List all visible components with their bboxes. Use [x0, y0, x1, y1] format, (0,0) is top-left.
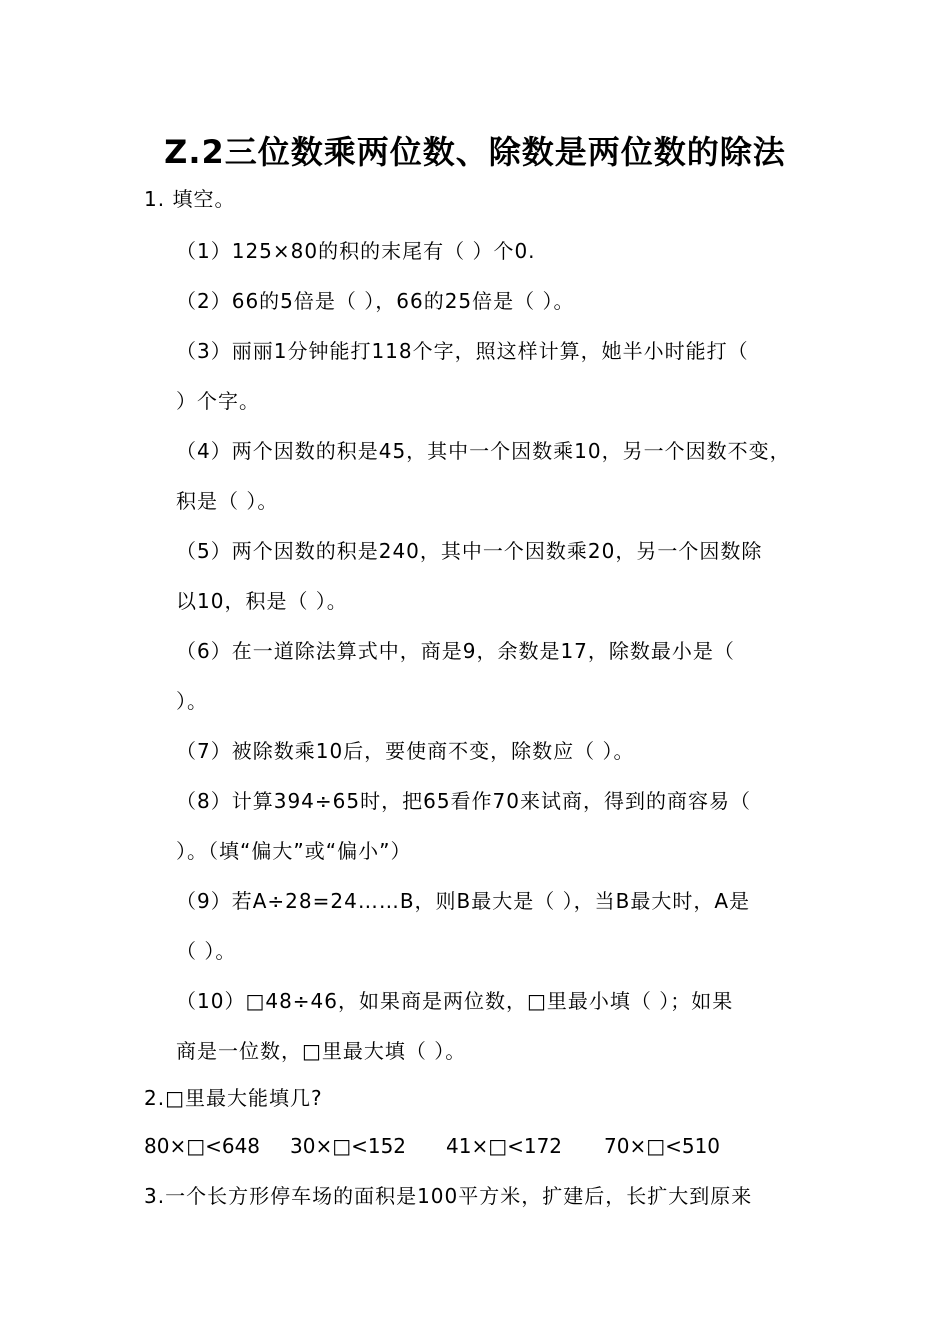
question-1-2: （2）66的5倍是（ ），66的25倍是（ ）。 — [176, 289, 575, 313]
inequality-row — [144, 1131, 720, 1161]
question-1-10: （10）□48÷46，如果商是两位数，□里最小填（ ）；如果 — [176, 989, 734, 1013]
question-1-9-continued: （ ）。 — [176, 939, 237, 963]
question-1-1: （1）125×80的积的末尾有（ ）个0. — [176, 239, 536, 263]
inequality-expression: 70×□<510 — [604, 1134, 721, 1158]
question-1-8: （8）计算394÷65时，把65看作70来试商，得到的商容易（ — [176, 789, 752, 813]
inequality-expression: 30×□<152 — [290, 1134, 407, 1158]
question-1-3-continued: ）个字。 — [176, 389, 260, 413]
question-1-5: （5）两个因数的积是240，其中一个因数乘20，另一个因数除 — [176, 539, 763, 563]
question-1-4: （4）两个因数的积是45，其中一个因数乘10，另一个因数不变， — [176, 439, 791, 463]
question-1-5-continued: 以10，积是（ ）。 — [176, 589, 348, 613]
question-1-7: （7）被除数乘10后，要使商不变，除数应（ ）。 — [176, 739, 635, 763]
section-1-heading: 1. 填空。 — [144, 187, 236, 211]
inequality-expression: 80×□<648 — [144, 1134, 261, 1158]
question-1-6-continued: ）。 — [176, 689, 208, 713]
inequality-expression: 41×□<172 — [446, 1134, 563, 1158]
question-1-9: （9）若A÷28=24……B，则B最大是（ ），当B最大时，A是 — [176, 889, 751, 913]
question-1-4-continued: 积是（ ）。 — [176, 489, 279, 513]
question-1-8-continued: ）。（填“偏大”或“偏小”） — [176, 839, 412, 863]
page-title: Z.2三位数乘两位数、除数是两位数的除法 — [164, 133, 786, 171]
question-1-6: （6）在一道除法算式中，商是9，余数是17，除数最小是（ — [176, 639, 735, 663]
question-1-10-continued: 商是一位数，□里最大填（ ）。 — [176, 1039, 467, 1063]
section-3-heading: 3.一个长方形停车场的面积是100平方米，扩建后，长扩大到原来 — [144, 1184, 753, 1208]
section-2-heading: 2.□里最大能填几? — [144, 1086, 323, 1110]
question-1-3: （3）丽丽1分钟能打118个字，照这样计算，她半小时能打（ — [176, 339, 749, 363]
